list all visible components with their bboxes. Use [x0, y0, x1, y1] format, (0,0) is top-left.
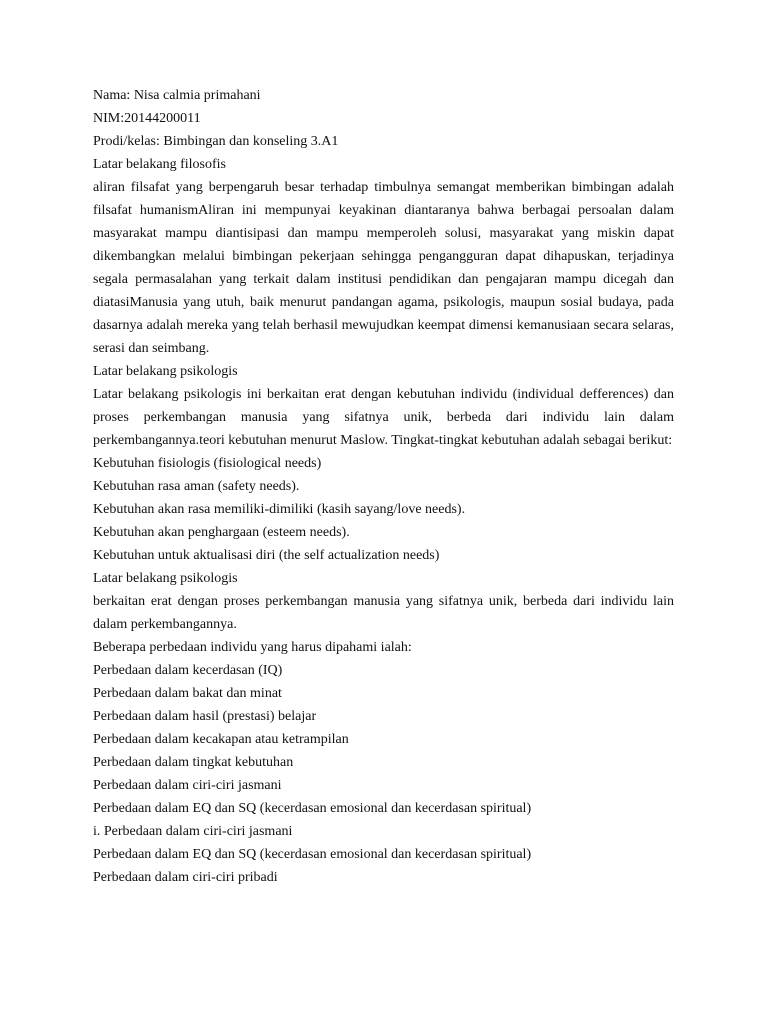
document-page [93, 84, 674, 889]
list-item: Kebutuhan akan penghargaan (esteem needs). [93, 525, 350, 540]
section-body-psychological: Latar belakang psikologis ini berkaitan erat dengan kebutuhan individu (individual defferences) dan proses perkembangan manusia yang sifatnya unik, berbeda dari individu lain dalam perkembangannya.teori kebutuhan menurut Maslow. Tingkat-tingkat kebutuhan adalah sebagai berikut: [93, 387, 674, 448]
list-item: Kebutuhan akan rasa memiliki-dimiliki (kasih sayang/love needs). [93, 502, 466, 517]
list-item: Perbedaan dalam hasil (prestasi) belajar [93, 709, 317, 724]
list-item: Perbedaan dalam kecakapan atau ketrampilan [93, 732, 349, 747]
list-item: Perbedaan dalam bakat dan minat [93, 686, 282, 701]
study-program: Prodi/kelas: Bimbingan dan konseling 3.A1 [93, 134, 339, 149]
section-heading-psychological: Latar belakang psikologis [93, 364, 238, 379]
student-nim: NIM:20144200011 [93, 111, 201, 126]
section-body-psychological-2: berkaitan erat dengan proses perkembangan manusia yang sifatnya unik, berbeda dari individu lain dalam perkembangannya. [93, 594, 674, 632]
list-item: Perbedaan dalam ciri-ciri pribadi [93, 870, 278, 885]
section-body-philosophical: aliran filsafat yang berpengaruh besar terhadap timbulnya semangat memberikan bimbingan adalah filsafat humanismAliran ini mempunyai keyakinan diantaranya bahwa berbagai persoalan dalam masyarakat mampu diantisipasi dan mampu memperoleh solusi, masyarakat yang miskin dapat dikembangkan melalui bimbingan pekerjaan sehingga pengangguran dapat dihapuskan, terjadinya segala permasalahan yang terkait dalam institusi pendidikan dan pengajaran mampu dicegah dan diatasiManusia yang utuh, baik menurut pandangan agama, psikologis, maupun sosial budaya, pada dasarnya adalah mereka yang telah berhasil mewujudkan keempat dimensi kemanusiaan secara selaras, serasi dan seimbang. [93, 180, 674, 356]
list-item: Perbedaan dalam EQ dan SQ (kecerdasan emosional dan kecerdasan spiritual) [93, 801, 532, 816]
list-item: Perbedaan dalam tingkat kebutuhan [93, 755, 294, 770]
list-item: Perbedaan dalam EQ dan SQ (kecerdasan emosional dan kecerdasan spiritual) [93, 847, 532, 862]
list-item: Kebutuhan fisiologis (fisiological needs) [93, 456, 322, 471]
section-heading-philosophical: Latar belakang filosofis [93, 157, 226, 172]
list-item: Kebutuhan rasa aman (safety needs). [93, 479, 300, 494]
list-item: i. Perbedaan dalam ciri-ciri jasmani [93, 824, 293, 839]
section-heading-psychological-2: Latar belakang psikologis [93, 571, 238, 586]
list-intro: Beberapa perbedaan individu yang harus dipahami ialah: [93, 640, 412, 655]
student-name: Nama: Nisa calmia primahani [93, 88, 261, 103]
list-item: Kebutuhan untuk aktualisasi diri (the self actualization needs) [93, 548, 440, 563]
list-item: Perbedaan dalam ciri-ciri jasmani [93, 778, 282, 793]
list-item: Perbedaan dalam kecerdasan (IQ) [93, 663, 283, 678]
